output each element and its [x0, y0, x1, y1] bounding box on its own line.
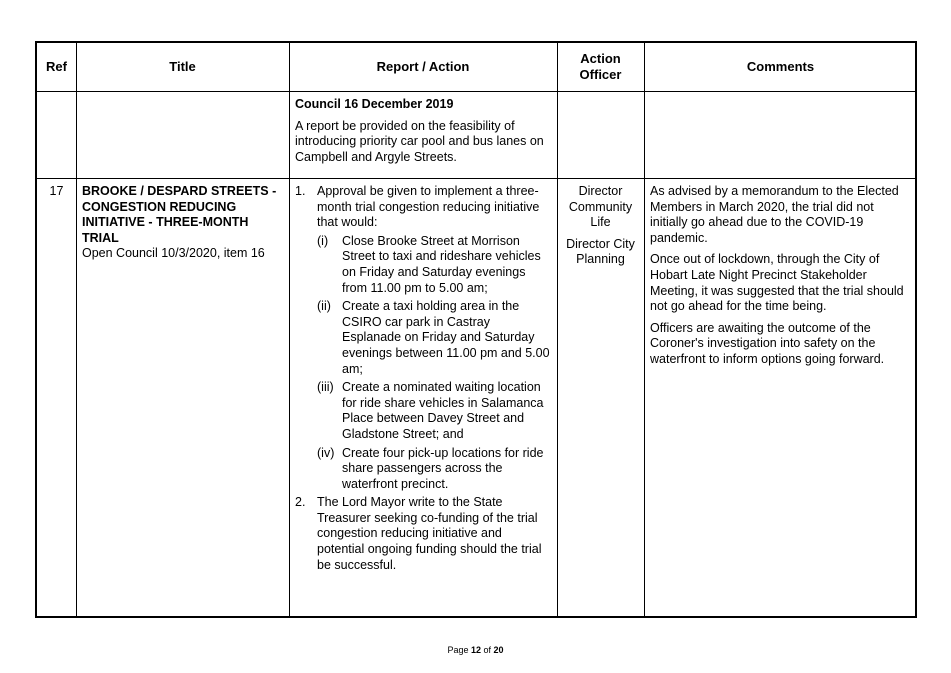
row2-comments-cell [650, 184, 912, 368]
header-action-officer [557, 43, 644, 91]
subitem-text: Create a taxi holding area in the CSIRO car park in Castray Esplanade on Friday and Saturday evenings between 11.00 pm and 5.00 am; [342, 299, 550, 376]
header-comments: Comments [746, 59, 815, 74]
row2-title-cell [82, 184, 284, 262]
footer-prefix: Page [447, 645, 469, 655]
page-footer [0, 645, 951, 655]
subitem-number: (i) [317, 233, 329, 248]
column-divider [644, 43, 645, 616]
comment-paragraph: Officers are awaiting the outcome of the Coroner's investigation into safety on the waterfront to inform options going forward. [650, 320, 885, 366]
footer-total-pages: 20 [493, 645, 504, 655]
header-action-officer-line1: Action [580, 51, 621, 66]
action-item-number: 2. [295, 495, 306, 510]
header-action-officer-line2: Officer [579, 67, 622, 82]
footer-of: of [483, 645, 492, 655]
comment-paragraph: As advised by a memorandum to the Elected Members in March 2020, the trial did not initially go ahead due to the COVID-19 pandemic. [650, 184, 899, 245]
action-table [35, 41, 917, 618]
action-item-2 [295, 495, 551, 573]
action-item-text: Approval be given to implement a three-month trial congestion reducing initiative that would: [317, 184, 540, 230]
officer-name: Director Community Life [568, 184, 633, 230]
row2-ref: 17 [49, 184, 64, 198]
header-title: Title [169, 59, 196, 74]
header-ref: Ref [46, 59, 67, 74]
subitem-number: (iii) [317, 380, 334, 395]
header-report-action: Report / Action [376, 59, 470, 74]
subitem-text: Close Brooke Street at Morrison Street to taxi and rideshare vehicles on Friday and Saturday evenings from 11.00 pm to 5.00 am; [342, 233, 541, 295]
action-item-number: 1. [295, 184, 306, 198]
column-divider [557, 43, 558, 616]
column-divider [76, 43, 77, 616]
row1-meeting-heading: Council 16 December 2019 [295, 97, 454, 111]
action-item-1 [295, 184, 551, 492]
row1-report-text: A report be provided on the feasibility of introducing priority car pool and bus lanes on Campbell and Argyle Streets. [295, 118, 544, 164]
row-divider [37, 178, 915, 179]
comment-paragraph: Once out of lockdown, through the City of Hobart Late Night Precinct Stakeholder Meeting, it was suggested that the trial should not go ahead for the time being. [650, 252, 904, 314]
row2-report-cell [295, 184, 551, 573]
action-subitem [317, 446, 551, 493]
action-subitem [317, 380, 551, 442]
header-divider [37, 91, 915, 92]
subitem-text: Create four pick-up locations for ride share passengers across the waterfront precinct. [342, 445, 544, 491]
row2-officer-cell [560, 184, 641, 268]
row1-report-cell [295, 97, 551, 165]
subitem-number: (iv) [317, 445, 335, 460]
action-subitem [317, 234, 551, 296]
row2-title: BROOKE / DESPARD STREETS - CONGESTION REDUCING INITIATIVE - THREE-MONTH TRIAL [82, 184, 277, 245]
officer-name: Director City Planning [566, 236, 635, 267]
action-item-text: The Lord Mayor write to the State Treasurer seeking co-funding of the trial congestion reducing initiative and potential ongoing funding should the trial be successful. [317, 495, 542, 572]
action-subitem [317, 299, 551, 377]
footer-page-number: 12 [470, 645, 481, 655]
row2-source: Open Council 10/3/2020, item 16 [82, 246, 265, 261]
column-divider [289, 43, 290, 616]
subitem-text: Create a nominated waiting location for ride share vehicles in Salamanca Place between Davey Street and Gladstone Street; and [342, 380, 544, 441]
subitem-number: (ii) [317, 299, 331, 314]
